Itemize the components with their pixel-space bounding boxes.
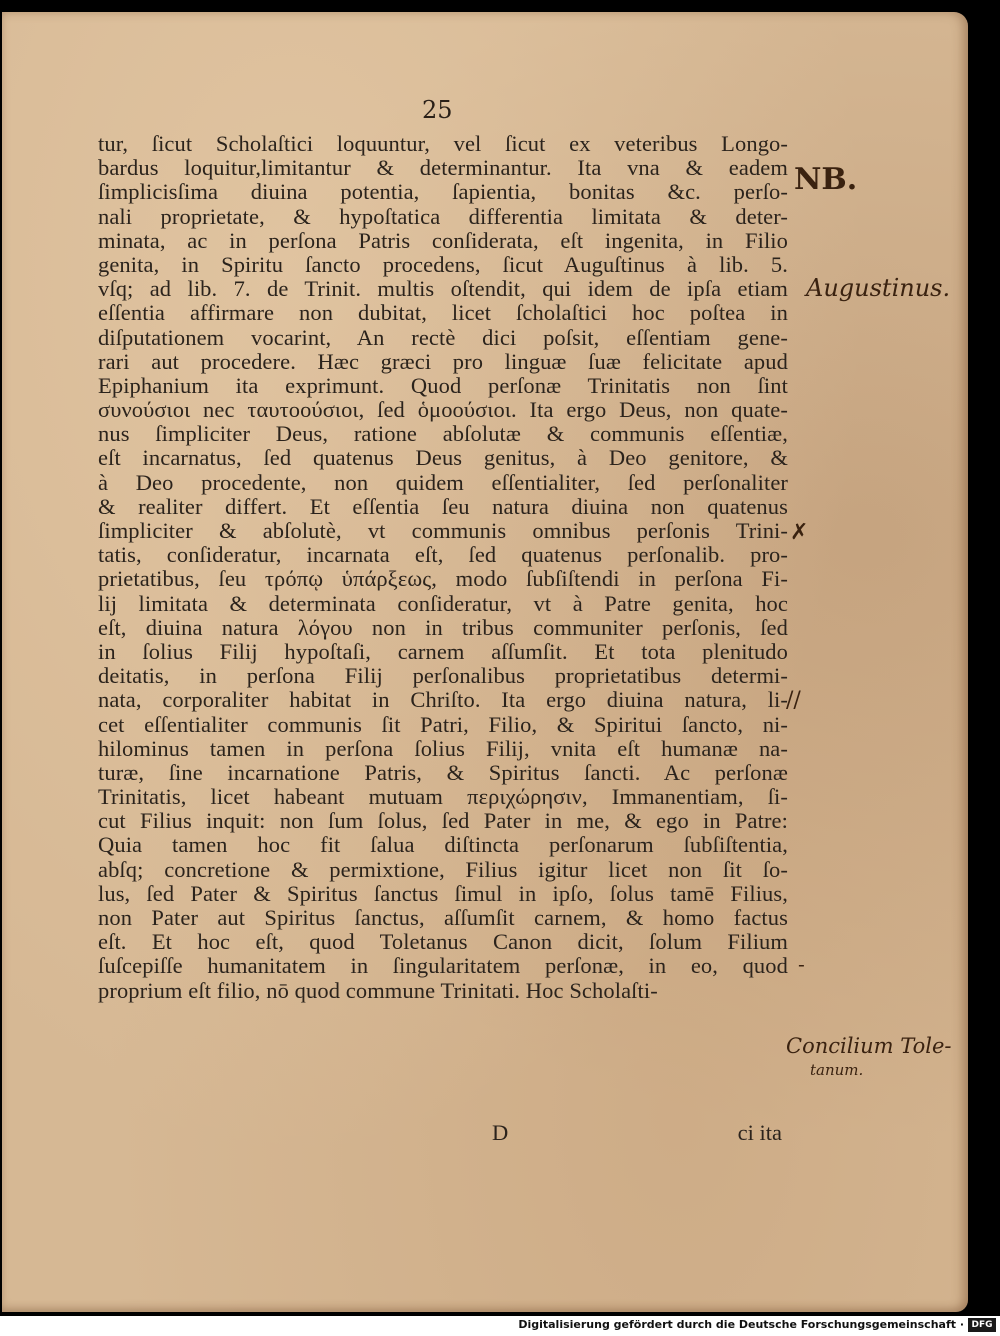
text-line: eſt incarnatus, ſed quatenus Deus genitus, à Deo genitore, & — [98, 446, 788, 471]
text-line: turæ, ſine incarnatione Patris, & Spiritus ſancti. Ac perſonæ — [98, 760, 788, 785]
marginal-dash-mark: - — [798, 952, 805, 976]
text-line: hilominus tamen in perſona ſolius Filij, vnita eſt humanæ na- — [98, 736, 788, 761]
text-line: genita, in Spiritu ſancto procedens, ſicut Auguſtinus à lib. 5. — [98, 252, 788, 277]
text-line: abſq; concretione & permixtione, Filius igitur licet non ſit ſo- — [98, 857, 788, 882]
text-line: ſimpliciter & abſolutè, vt communis omnibus perſonis Trini- — [98, 519, 788, 543]
catchword-line — [98, 1120, 788, 1150]
text-line: à Deo procedente, non quidem eſſentialiter, ſed perſonaliter — [98, 470, 788, 495]
text-line: nali proprietate, & hypoſtatica differentia limitata & deter- — [98, 204, 788, 229]
text-line: Epiphanium ita exprimunt. Quod perſonæ Trinitatis non ſint — [98, 373, 788, 398]
text-line: eſt. Et hoc eſt, quod Toletanus Canon dicit, ſolum Filium — [98, 930, 788, 955]
text-line: bardus loquitur,limitantur & determinantur. Ita vna & eadem — [98, 156, 788, 181]
text-line: rari aut procedere. Hæc græci pro linguæ ſuæ felicitate apud — [98, 349, 788, 374]
text-line: lij limitata & determinata conſideratur, vt à Patre genita, hoc — [98, 591, 788, 616]
text-line: cet eſſentialiter communis ſit Patri, Filio, & Spiritui ſancto, ni- — [98, 712, 788, 737]
text-line: diſputationem vocarint, An rectè dici poſsit, eſſentiam gene- — [98, 325, 788, 350]
dfg-logo-icon: DFG — [968, 1318, 996, 1332]
text-line: Quia tamen hoc fit ſalua diſtincta perſonarum ſubſiſtentia, — [98, 833, 788, 858]
marginal-nota-mark: ✗ — [790, 520, 809, 545]
text-line: minata, ac in perſona Patris conſiderata, eſt ingenita, in Filio — [98, 228, 788, 253]
body-text — [98, 132, 788, 1003]
text-line: ſimplicisſima diuina potentia, ſapientia, bonitas &c. perſo- — [98, 180, 788, 205]
text-line: ſuſcepiſſe humanitatem in ſingularitatem perſonæ, in eo, quod — [98, 954, 788, 979]
text-line: eſſentia affirmare non dubitat, licet ſcholaſtici hoc poſtea in — [98, 301, 788, 326]
book-page — [2, 12, 968, 1312]
marginal-note-concilium-line1: Concilium Tole- — [786, 1034, 952, 1058]
text-line: συνούσιοι nec ταυτοούσιοι, ſed ὁμοούσιοι. Ita ergo Deus, non quate- — [98, 398, 788, 423]
text-line: nata, corporaliter habitat in Chriſto. Ita ergo diuina natura, li- — [98, 688, 788, 713]
marginal-slash-mark: // — [786, 688, 801, 713]
text-line: lus, ſed Pater & Spiritus ſanctus ſimul in ipſo, ſolus tamē Filius, — [98, 881, 788, 906]
marginal-note-augustinus: Augustinus. — [806, 274, 951, 302]
text-line: proprium eſt filio, nō quod commune Trinitati. Hoc Scholaſti- — [98, 977, 658, 1003]
text-line: nus ſimpliciter Deus, ratione abſolutæ & communis eſſentiæ, — [98, 422, 788, 447]
text-line: in ſolius Filij hypoſtaſi, carnem aſſumſit. Et tota plenitudo — [98, 639, 788, 664]
text-line: Trinitatis, licet habeant mutuam περιχώρησιν, Immanentiam, ſi- — [98, 785, 788, 810]
text-line: cut Filius inquit: non ſum ſolus, ſed Pater in me, & ego in Patre: — [98, 809, 788, 834]
text-line: eſt, diuina natura λόγου non in tribus communiter perſonis, ſed — [98, 615, 788, 640]
catchword: ci ita — [737, 1120, 782, 1145]
text-line: vſq; ad lib. 7. de Trinit. multis oſtendit, qui idem de ipſa etiam — [98, 277, 788, 302]
text-line: & realiter differt. Et eſſentia ſeu natura diuina non quatenus — [98, 494, 788, 519]
text-line: prietatibus, ſeu τρόπῳ ὑπάρξεως, modo ſubſiſtendi in perſona Fi- — [98, 567, 788, 592]
signature-mark: D — [492, 1120, 509, 1145]
text-line: tur, ſicut Scholaſtici loquuntur, vel ſicut ex veteribus Longo- — [98, 132, 788, 156]
page-number: 25 — [422, 96, 453, 124]
text-line: deitatis, in perſona Filij perſonalibus proprietatibus determi- — [98, 664, 788, 689]
marginal-note-concilium — [786, 1034, 952, 1082]
marginal-note-concilium-line2: tanum. — [810, 1061, 864, 1079]
footer-credit: Digitalisierung gefördert durch die Deutsche Forschungsgemeinschaft · — [518, 1318, 964, 1331]
text-line: tatis, conſideratur, incarnata eſt, ſed quatenus perſonalib. pro- — [98, 543, 788, 568]
text-line: non Pater aut Spiritus ſanctus, aſſumſit carnem, & homo factus — [98, 906, 788, 930]
footer-bar — [0, 1316, 1000, 1336]
marginal-note-nb: NB. — [794, 162, 858, 197]
